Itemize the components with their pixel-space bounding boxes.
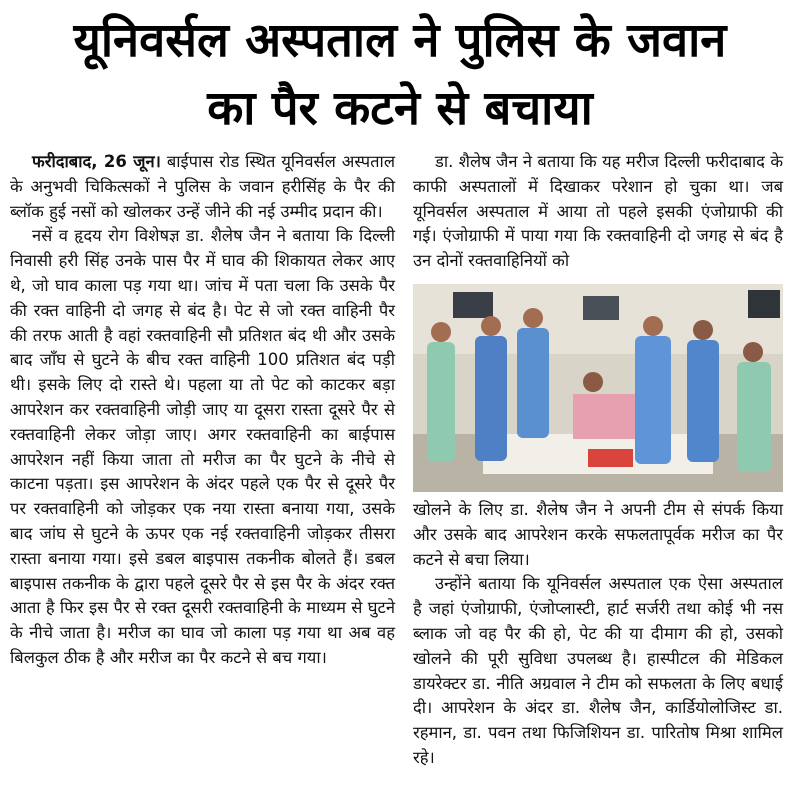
staff-figure	[475, 316, 507, 461]
article-left-column	[10, 150, 395, 671]
staff-figure	[687, 320, 719, 462]
hospital-team-photo	[413, 284, 783, 492]
staff-figure	[635, 316, 671, 464]
article-paragraph: नसें व हृदय रोग विशेषज्ञ डा. शैलेष जैन ने बताया कि दिल्ली निवासी हरी सिंह उनके पास पैर में घाव की शिकायत लेकर आए थे, जो घाव काला पड़ गया था। जांच में पता चला कि उसके पैर की रक्त वाहिनी दो जगह से बंद है। पेट से जो रक्त वाहिनी पैर की तरफ आती है वहां रक्तवाहिनी सौ प्रतिशत बंद थी और उसके बाद जाँघ से घुटने के बीच रक्त वाहिनी 100 प्रतिशत बंद पड़ी थी। इसके लिए दो रास्ते थे। पहला या तो पेट को काटकर बड़ा आपरेशन कर रक्तवाहिनी जोड़ी जाए या दूसरा रास्ता दूसरे पैर से रक्तवाहिनी लेकर जोड़ा जाए। अगर रक्तवाहिनी का बाईपास आपरेशन नहीं किया जाता तो मरीज का पैर घुटने के नीचे से काटना पड़ता। इस आपरेशन के अंदर पहले एक पैर से दूसरे पैर पर रक्तवाहिनी को जोड़कर एक नया रास्ता बनाया गया, उसके बाद जांघ से घुटने के ऊपर एक नई रक्तवाहिनी जोड़कर तीसरा रास्ता बनाया गया। इसे डबल बाइपास तकनीक बोलते हैं। डबल बाइपास तकनीक के द्वारा पहले दूसरे पैर से इस पैर के अंदर रक्त आता है फिर इस पैर से रक्त दूसरी रक्तवाहिनी के माध्यम से घुटने के नीचे जाता है। मरीज का घाव जो काला पड़ गया था अब वह बिलकुल ठीक है और मरीज का पैर कटने से बच गया।	[10, 226, 395, 667]
headline	[0, 0, 800, 142]
article-paragraph: खोलने के लिए डा. शैलेष जैन ने अपनी टीम से संपर्क किया और उसके बाद आपरेशन करके सफलतापूर्वक मरीज का पैर कटने से बचा लिया।	[413, 500, 783, 569]
article-right-column-top	[413, 150, 783, 274]
monitor-icon	[453, 292, 493, 318]
patient	[573, 394, 643, 439]
article-right-column-bottom	[413, 498, 783, 771]
monitor-icon	[583, 296, 619, 320]
news-photo	[413, 284, 783, 492]
article-paragraph	[10, 150, 395, 224]
article-paragraph: उन्होंने बताया कि यूनिवर्सल अस्पताल एक ऐसा अस्पताल है जहां एंजोग्राफी, एंजोप्लास्टी, हार्ट सर्जरी तथा कोई भी नस ब्लाक जो वह पैर की हो, पेट की या दीमाग की हो, उसको खोलने की पूरी सुविधा उपलब्ध है। हास्पीटल की मेडिकल डायरेक्टर डा. नीति अग्रवाल ने टीम को सफलता के लिए बधाई दी। आपरेशन के अंदर डा. शैलेष जैन, कार्डियोलोजिस्ट डा. रहमान, डा. पवन तथा फिजिशियन डा. पारितोष मिश्रा शामिल रहे।	[413, 574, 783, 767]
paragraph-text: बाईपास रोड स्थित यूनिवर्सल अस्पताल के अनुभवी चिकित्सकों ने पुलिस के जवान हरीसिंह के पैर की ब्लॉक हुई नसों को खोलकर उन्हें जीने की नई उम्मीद प्रदान की।	[10, 152, 396, 221]
staff-figure	[427, 322, 455, 462]
headline-line-2: का पैर कटने से बचाया	[207, 81, 593, 136]
headline-line-1: यूनिवर्सल अस्पताल ने पुलिस के जवान	[73, 13, 727, 68]
article-paragraph: डा. शैलेष जैन ने बताया कि यह मरीज दिल्ली फरीदाबाद के काफी अस्पतालों में दिखाकर परेशान हो चुका था। जब यूनिवर्सल अस्पताल में आया तो पहले इसकी एंजोग्राफी की गई। एंजोग्राफी में पाया गया कि रक्तवाहिनी दो जगह से बंद है उन दोनों रक्तवाहिनियों को	[413, 152, 783, 271]
dateline: फरीदाबाद, 26 जून।	[32, 152, 161, 171]
monitor-icon	[748, 290, 780, 318]
